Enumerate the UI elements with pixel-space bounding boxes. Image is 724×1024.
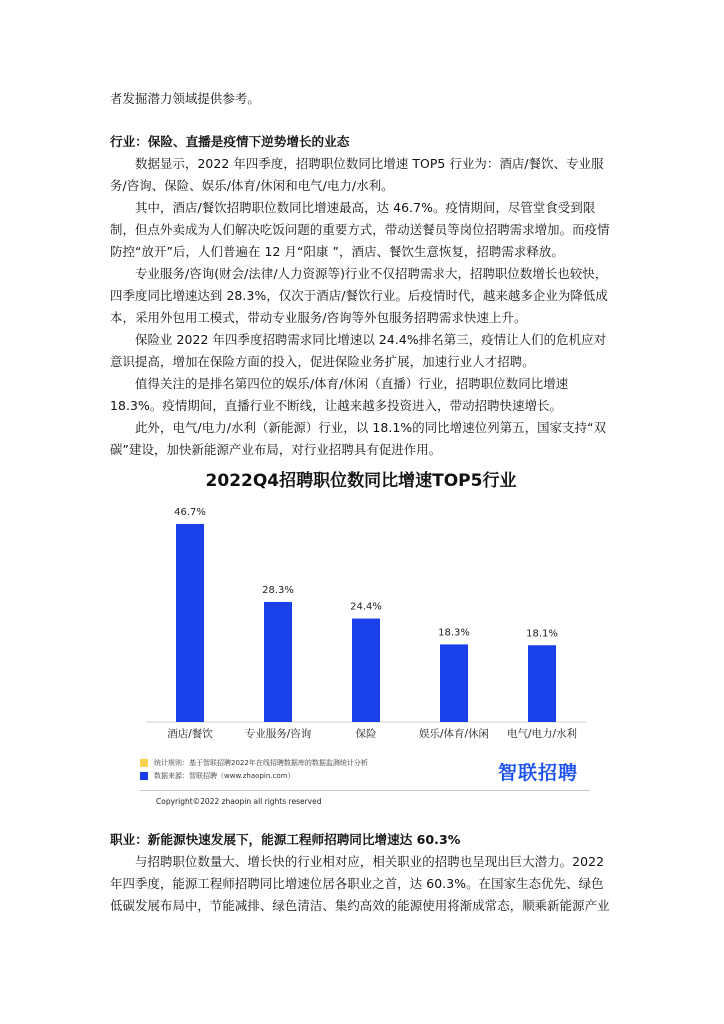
chart-title: 2022Q4招聘职位数同比增速TOP5行业 bbox=[205, 471, 517, 491]
note-rule-text: 统计规则：基于智联招聘2022年在线招聘数据库的数据监测统计分析 bbox=[154, 759, 368, 767]
chart-plot bbox=[130, 460, 592, 760]
category-tick-label: 娱乐/体育/休闲 bbox=[418, 728, 490, 740]
bar bbox=[440, 644, 468, 722]
note-source-text: 数据来源：智联招聘（www.zhaopin.com） bbox=[154, 772, 295, 780]
bar-value-label: 46.7% bbox=[174, 506, 206, 518]
paragraph: 保险业 2022 年四季度招聘需求同比增速以 24.4%排名第三，疫情让人们的危机应对意识提高，增加在保险方面的投入，促进保险业务扩展，加速行业人才招聘。 bbox=[110, 332, 607, 369]
bar-value-label: 18.1% bbox=[526, 628, 558, 640]
category-tick-label: 保险 bbox=[355, 728, 377, 740]
paragraph: 值得关注的是排名第四位的娱乐/体育/休闲（直播）行业，招聘职位数同比增速 18.3%。疫情期间，直播行业不断线，让越来越多投资进入，带动招聘快速增长。 bbox=[110, 376, 569, 413]
paragraph: 与招聘职位数量大、增长快的行业相对应，相关职业的招聘也呈现出巨大潜力。2022 年四季度，能源工程师招聘同比增速位居各职业之首，达 60.3%。在国家生态优先、绿色低碳发展布局中，节能减排、绿色清洁、集约高效的能源使用将渐成常态，顺乘新能源产业 bbox=[110, 854, 610, 913]
section-body-industry bbox=[110, 153, 615, 461]
bar bbox=[264, 602, 292, 722]
bar bbox=[352, 619, 380, 722]
category-tick-label: 电气/电力/水利 bbox=[506, 728, 578, 740]
bar bbox=[176, 524, 204, 722]
note-rule-swatch bbox=[140, 759, 148, 767]
category-tick-label: 酒店/餐饮 bbox=[167, 728, 213, 740]
paragraph: 此外，电气/电力/水利（新能源）行业，以 18.1%的同比增速位列第五，国家支持“双碳”建设，加快新能源产业布局，对行业招聘具有促进作用。 bbox=[110, 420, 607, 457]
note-source bbox=[140, 771, 294, 781]
bar bbox=[528, 645, 556, 722]
copyright-text: Copyright©2022 zhaopin all rights reserved bbox=[156, 797, 322, 806]
paragraph: 专业服务/咨询(财会/法律/人力资源等)行业不仅招聘需求大，招聘职位数增长也较快，四季度同比增速达到 28.3%，仅次于酒店/餐饮行业。后疫情时代，越来越多企业为降低成本，采用外包用工模式，带动专业服务/咨询等外包服务招聘需求快速上升。 bbox=[110, 266, 608, 325]
category-tick-label: 专业服务/咨询 bbox=[244, 728, 312, 740]
note-source-swatch bbox=[140, 772, 148, 780]
bar-value-label: 18.3% bbox=[438, 627, 470, 639]
brand-logo: 智联招聘 bbox=[497, 762, 578, 784]
section-heading-industry: 行业：保险、直播是疫情下逆势增长的业态 bbox=[110, 134, 350, 149]
section-body-occupation bbox=[110, 851, 615, 917]
intro-line: 者发掘潜力领域提供参考。 bbox=[110, 91, 260, 106]
paragraph: 数据显示，2022 年四季度，招聘职位数同比增速 TOP5 行业为：酒店/餐饮、专业服务/咨询、保险、娱乐/体育/休闲和电气/电力/水利。 bbox=[110, 156, 604, 193]
note-rule bbox=[140, 758, 368, 768]
bar-chart bbox=[130, 460, 592, 806]
bar-value-label: 24.4% bbox=[350, 601, 382, 613]
section-heading-occupation: 职业：新能源快速发展下，能源工程师招聘同比增速达 60.3% bbox=[110, 832, 461, 847]
paragraph: 其中，酒店/餐饮招聘职位数同比增速最高，达 46.7%。疫情期间，尽管堂食受到限制，但点外卖成为人们解决吃饭问题的重要方式，带动送餐员等岗位招聘需求增加。而疫情防控“放开”后，人们普遍在 12 月“阳康 ”，酒店、餐饮生意恢复，招聘需求释放。 bbox=[110, 200, 610, 259]
chart-divider bbox=[140, 790, 590, 791]
bar-value-label: 28.3% bbox=[262, 585, 294, 597]
